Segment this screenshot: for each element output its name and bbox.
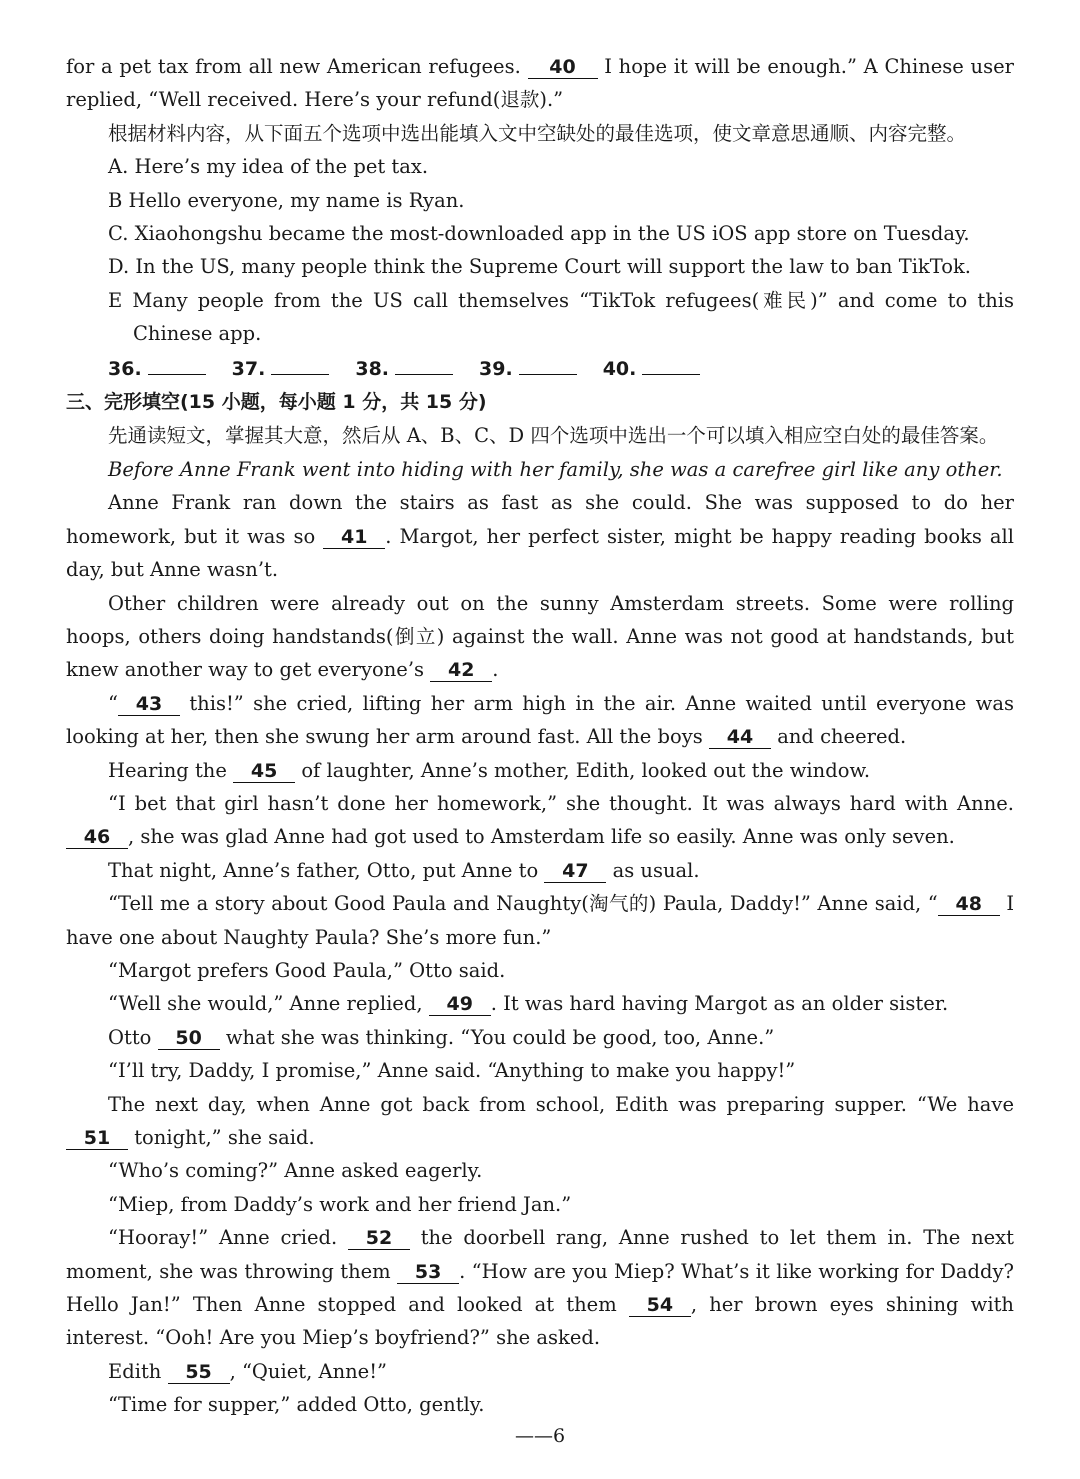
- passage-paragraph: “Margot prefers Good Paula,” Otto said.: [108, 958, 506, 982]
- option-d: D. In the US, many people think the Supreme Court will support the law to ban TikTok.: [108, 255, 971, 279]
- passage-paragraph: “Who’s coming?” Anne asked eagerly.: [108, 1159, 483, 1183]
- passage-paragraph: “Hooray!” Anne cried. 52 the doorbell rang, Anne rushed to let them in. The next moment, she was throwing them 53 . “How are you Miep? What’s it like working for Daddy? Hello Jan!” Then Anne stopped and looked at them 54 , her brown eyes shining with interest. “Ooh! Are you Miep’s boyfriend?” she asked.: [66, 1226, 1015, 1350]
- passage-paragraph: “ 43 this!” she cried, lifting her arm high in the air. Anne waited until everyone was looking at her, then she swung her arm around fast. All the boys 44 and cheered.: [66, 691, 1014, 749]
- passage-paragraph: “I bet that girl hasn’t done her homework,” she thought. It was always hard with Anne. 46 , she was glad Anne had got used to Amsterdam life so easily. Anne was only seven.: [66, 787, 1014, 854]
- passage-paragraph: Edith 55 , “Quiet, Anne!”: [108, 1359, 388, 1383]
- blank-51[interactable]: 51: [66, 1127, 128, 1150]
- passage-intro: Before Anne Frank went into hiding with her family, she was a carefree girl like any other.: [108, 457, 1003, 481]
- section-title: 三、完形填空(15 小题，每小题 1 分，共 15 分): [66, 391, 487, 414]
- answer-37[interactable]: 37.: [232, 353, 330, 386]
- passage-paragraph: “Miep, from Daddy’s work and her friend Jan.”: [108, 1192, 572, 1216]
- blank-52[interactable]: 52: [348, 1227, 410, 1250]
- option-c: C. Xiaohongshu became the most-downloaded app in the US iOS app store on Tuesday.: [108, 222, 970, 246]
- option-a: A. Here’s my idea of the pet tax.: [108, 155, 429, 179]
- blank-46[interactable]: 46: [66, 826, 128, 849]
- exam-page: [66, 50, 1014, 1422]
- passage-paragraph: The next day, when Anne got back from school, Edith was preparing supper. “We have 51 tonight,” she said.: [66, 1088, 1014, 1155]
- passage-paragraph: “Well she would,” Anne replied, 49 . It was hard having Margot as an older sister.: [108, 992, 949, 1016]
- passage-paragraph: “Time for supper,” added Otto, gently.: [108, 1393, 485, 1417]
- passage-paragraph: “I’ll try, Daddy, I promise,” Anne said. “Anything to make you happy!”: [108, 1059, 796, 1083]
- answer-38[interactable]: 38.: [355, 353, 453, 386]
- blank-41[interactable]: 41: [323, 526, 385, 549]
- blank-53[interactable]: 53: [397, 1261, 459, 1284]
- instruction-36-40: 根据材料内容，从下面五个选项中选出能填入文中空缺处的最佳选项，使文章意思通顺、内容完整。: [108, 121, 967, 145]
- option-e: E Many people from the US call themselves “TikTok refugees(难民)” and come to this Chinese app.: [108, 288, 1014, 346]
- answer-39[interactable]: 39.: [479, 353, 577, 386]
- blank-55[interactable]: 55: [168, 1361, 230, 1384]
- passage-paragraph: Hearing the 45 of laughter, Anne’s mother, Edith, looked out the window.: [108, 758, 871, 782]
- blank-47[interactable]: 47: [544, 860, 606, 883]
- passage-paragraph: Otto 50 what she was thinking. “You could be good, too, Anne.”: [108, 1025, 775, 1049]
- continuation-paragraph: for a pet tax from all new American refugees. 40 I hope it will be enough.” A Chinese user replied, “Well received. Here’s your refund(退款).”: [66, 55, 1014, 112]
- blank-48[interactable]: 48: [938, 893, 1000, 916]
- blank-50[interactable]: 50: [158, 1027, 220, 1050]
- passage-paragraph: That night, Anne’s father, Otto, put Anne to 47 as usual.: [108, 858, 700, 882]
- passage-paragraph: Other children were already out on the sunny Amsterdam streets. Some were rolling hoops, others doing handstands(倒立) against the wall. Anne was not good at handstands, but knew another way to get everyone’s 42 .: [66, 591, 1014, 682]
- passage-paragraph: “Tell me a story about Good Paula and Naughty(淘气的) Paula, Daddy!” Anne said, “ 48 I have one about Naughty Paula? She’s more fun.”: [66, 892, 1015, 949]
- page-number: ——6: [514, 1425, 566, 1447]
- section-instruction: 先通读短文，掌握其大意，然后从 A、B、C、D 四个选项中选出一个可以填入相应空白处的最佳答案。: [108, 424, 999, 448]
- option-b: B Hello everyone, my name is Ryan.: [108, 188, 465, 212]
- blank-44[interactable]: 44: [709, 726, 771, 749]
- answer-40[interactable]: 40.: [603, 353, 701, 386]
- answer-row: [108, 353, 1014, 386]
- blank-43[interactable]: 43: [118, 693, 180, 716]
- blank-42[interactable]: 42: [430, 659, 492, 682]
- answer-36[interactable]: 36.: [108, 353, 206, 386]
- passage-paragraph: Anne Frank ran down the stairs as fast as she could. She was supposed to do her homework, but it was so 41 . Margot, her perfect sister, might be happy reading books all day, but Anne wasn’t.: [66, 491, 1014, 582]
- blank-45[interactable]: 45: [233, 760, 295, 783]
- blank-49[interactable]: 49: [429, 993, 491, 1016]
- blank-40[interactable]: 40: [528, 56, 598, 79]
- blank-54[interactable]: 54: [629, 1294, 691, 1317]
